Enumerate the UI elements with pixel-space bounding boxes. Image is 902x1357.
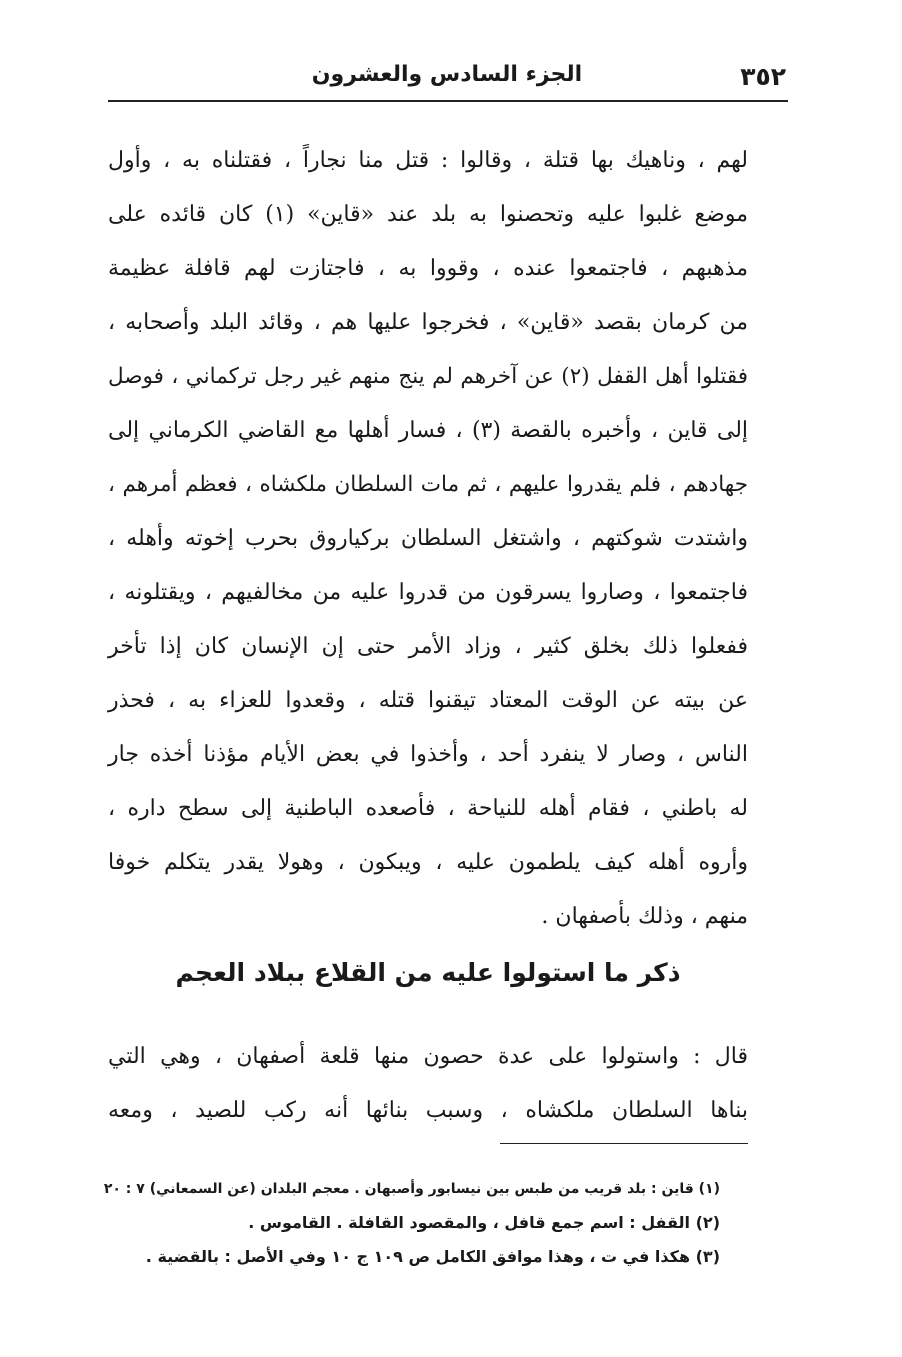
header-rule bbox=[108, 100, 788, 102]
text-line: لهم ، وناهيك بها قتلة ، وقالوا : قتل منا نجاراً ، فقتلناه به ، وأول bbox=[108, 148, 748, 173]
text-line: له باطني ، فقام أهله للنياحة ، فأصعده الباطنية إلى سطح داره ، bbox=[108, 796, 748, 821]
text-line: واشتدت شوكتهم ، واشتغل السلطان بركياروق بحرب إخوته وأهله ، bbox=[108, 526, 748, 551]
text-line: ففعلوا ذلك بخلق كثير ، وزاد الأمر حتى إن الإنسان كان إذا تأخر bbox=[108, 634, 748, 659]
footnote: (١) قاين : بلد قريب من طبس بين نيسابور وأصبهان . معجم البلدان (عن السمعاني) ٧ : ٢٠ bbox=[103, 1181, 720, 1197]
body-text bbox=[108, 134, 748, 944]
footnote: (٢) القفل : اسم جمع قافل ، والمقصود القافلة . القاموس . bbox=[248, 1213, 720, 1232]
running-title: الجزء السادس والعشرون bbox=[311, 62, 583, 87]
text-line: من كرمان بقصد «قاين» ، فخرجوا عليها هم ، وقائد البلد وأصحابه ، bbox=[108, 310, 748, 335]
text-line: مذهبهم ، فاجتمعوا عنده ، وقووا به ، فاجتازت لهم قافلة عظيمة bbox=[108, 256, 748, 281]
text-line: منهم ، وذلك بأصفهان . bbox=[541, 904, 748, 929]
text-line: عن بيته عن الوقت المعتاد تيقنوا قتله ، وقعدوا للعزاء به ، فحذر bbox=[108, 688, 748, 713]
section-text bbox=[108, 1030, 748, 1138]
text-line: قال : واستولوا على عدة حصون منها قلعة أصفهان ، وهي التي bbox=[108, 1044, 748, 1069]
page-header bbox=[108, 58, 786, 98]
text-line: وأروه أهله كيف يلطمون عليه ، ويبكون ، وهولا يقدر يتكلم خوفا bbox=[108, 850, 748, 875]
text-line: جهادهم ، فلم يقدروا عليهم ، ثم مات السلطان ملكشاه ، فعظم أمرهم ، bbox=[108, 472, 748, 497]
text-line: فقتلوا أهل القفل (٢) عن آخرهم لم ينج منهم غير رجل تركماني ، فوصل bbox=[108, 364, 749, 389]
footnotes bbox=[100, 1172, 720, 1274]
footnote: (٣) هكذا في ت ، وهذا موافق الكامل ص ١٠٩ ج ١٠ وفي الأصل : بالقضية . bbox=[145, 1247, 720, 1266]
text-line: إلى قاين ، وأخبره بالقصة (٣) ، فسار أهلها مع القاضي الكرماني إلى bbox=[108, 418, 749, 443]
footnote-rule bbox=[500, 1143, 748, 1144]
text-line: الناس ، وصار لا ينفرد أحد ، وأخذوا في بعض الأيام مؤذنا أخذه جار bbox=[108, 742, 748, 767]
text-line: موضع غلبوا عليه وتحصنوا به بلد عند «قاين» (١) كان قائده على bbox=[108, 202, 749, 227]
text-line: بناها السلطان ملكشاه ، وسبب بنائها أنه ركب للصيد ، ومعه bbox=[108, 1098, 748, 1123]
text-line: فاجتمعوا ، وصاروا يسرقون من قدروا عليه من مخالفيهم ، ويقتلونه ، bbox=[108, 580, 748, 605]
page-number: ٣٥٢ bbox=[740, 62, 786, 91]
section-heading: ذكر ما استولوا عليه من القلاع ببلاد العجم bbox=[175, 958, 681, 987]
